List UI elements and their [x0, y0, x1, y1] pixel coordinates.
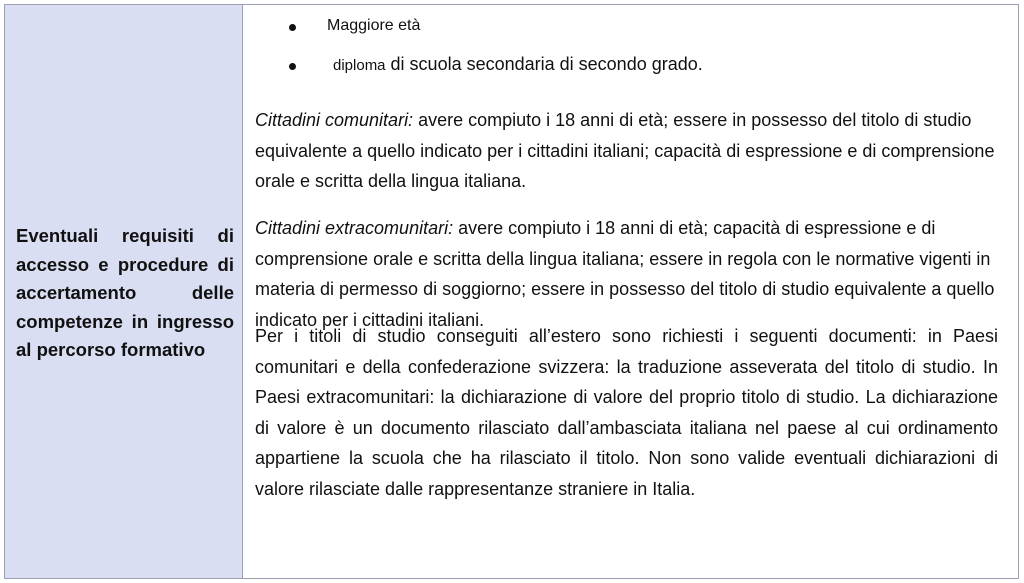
bullet-text: Maggiore età	[327, 17, 421, 34]
eu-citizens-text: avere compiuto i 18 anni di età; essere in possesso del titolo di studio equivalente a quello indicato per i cittadini italiani; capacità di espressione e di comprensione orale e scritta della lingua italiana.	[255, 110, 995, 191]
content-cell	[243, 5, 1018, 578]
non-eu-citizens-paragraph	[255, 213, 998, 335]
requirements-table	[4, 4, 1019, 579]
bullet-text-main: di scuola secondaria di secondo grado.	[390, 54, 703, 74]
bullet-text-small: diploma	[333, 57, 386, 74]
bullet-text	[333, 54, 703, 75]
foreign-titles-paragraph: Per i titoli di studio conseguiti all’estero sono richiesti i seguenti documenti: in Paesi comunitari e della confederazione svizzera: la traduzione asseverata del titolo di studio. In Paesi extracomunitari: la dichiarazione di valore del proprio titolo di studio. La dichiarazione di valore è un documento rilasciato dall’ambasciata italiana nel paese al cui ordinamento appartiene la scuola che ha rilasciato il titolo. Non sono valide eventuali dichiarazioni di valore rilasciate dalle rappresentanze straniere in Italia.	[255, 326, 998, 499]
non-eu-citizens-text: avere compiuto i 18 anni di età; capacità di espressione e di comprensione orale e scritta della lingua italiana; essere in regola con le normative vigenti in materia di permesso di soggiorno; essere in possesso del titolo di studio equivalente a quello indicato per i cittadini italiani.	[255, 218, 995, 330]
eu-citizens-paragraph	[255, 105, 998, 197]
bullet-icon	[289, 24, 296, 31]
non-eu-citizens-label: Cittadini extracomunitari:	[255, 218, 454, 238]
eu-citizens-label: Cittadini comunitari:	[255, 110, 414, 130]
label-cell	[5, 5, 243, 578]
row-label: Eventuali requisiti di accesso e procedure di accertamento delle competenze in ingresso al percorso formativo	[16, 225, 234, 361]
bullet-icon	[289, 63, 296, 70]
